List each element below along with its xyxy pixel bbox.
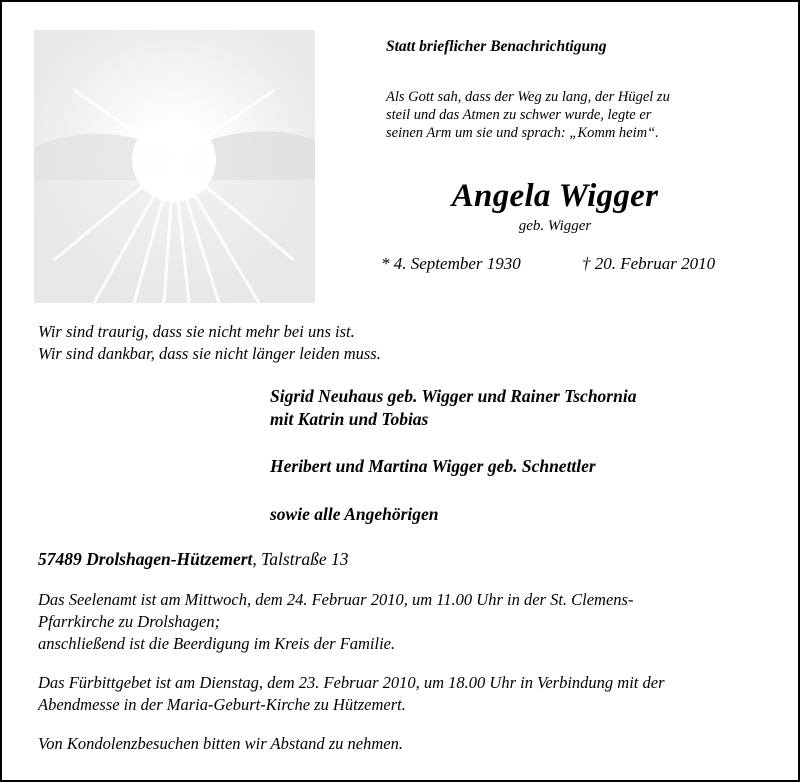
mourners-group-3: sowie alle Angehörigen (270, 504, 439, 524)
notice-line: Das Seelenamt ist am Mittwoch, dem 24. Februar 2010, um 11.00 Uhr in der St. Clemens- (38, 590, 634, 609)
mourner-line: Sigrid Neuhaus geb. Wigger und Rainer Tschornia (270, 386, 637, 406)
verse-line: Als Gott sah, dass der Weg zu lang, der Hügel zu (386, 89, 670, 105)
birth-date: * 4. September 1930 (381, 254, 521, 273)
verse-text (386, 88, 726, 142)
quote-line: Wir sind traurig, dass sie nicht mehr bei uns ist. (38, 322, 355, 341)
mourners-group-1 (270, 385, 636, 431)
address-place: 57489 Drolshagen-Hützemert (38, 549, 253, 569)
intro-heading: Statt brieflicher Benachrichtigung (386, 38, 607, 55)
mourners-group-2: Heribert und Martina Wigger geb. Schnettler (270, 456, 596, 476)
mourning-quote (38, 321, 381, 365)
birth-name: geb. Wigger (518, 218, 592, 234)
verse-line: seinen Arm um sie und sprach: „Komm heim“. (386, 125, 659, 141)
deceased-name: Angela Wigger (451, 178, 659, 214)
prayer-notice (38, 672, 778, 716)
address-street: , Talstraße 13 (252, 549, 349, 569)
notice-line: anschließend ist die Beerdigung im Kreis der Familie. (38, 634, 396, 653)
sunrise-photo (34, 30, 315, 303)
notice-line: Abendmesse in der Maria-Geburt-Kirche zu Hützemert. (38, 695, 406, 714)
notice-line: Das Fürbittgebet ist am Dienstag, dem 23. Februar 2010, um 18.00 Uhr in Verbindung mit der (38, 673, 665, 692)
requiem-notice (38, 589, 778, 655)
condolence-notice: Von Kondolenzbesuchen bitten wir Abstand zu nehmen. (38, 734, 403, 753)
death-date: † 20. Februar 2010 (582, 254, 716, 273)
family-address (38, 549, 349, 570)
verse-line: steil und das Atmen zu schwer wurde, legte er (386, 107, 652, 123)
notice-line: Pfarrkirche zu Drolshagen; (38, 612, 221, 631)
mourner-line: mit Katrin und Tobias (270, 409, 429, 429)
quote-line: Wir sind dankbar, dass sie nicht länger leiden muss. (38, 344, 381, 363)
